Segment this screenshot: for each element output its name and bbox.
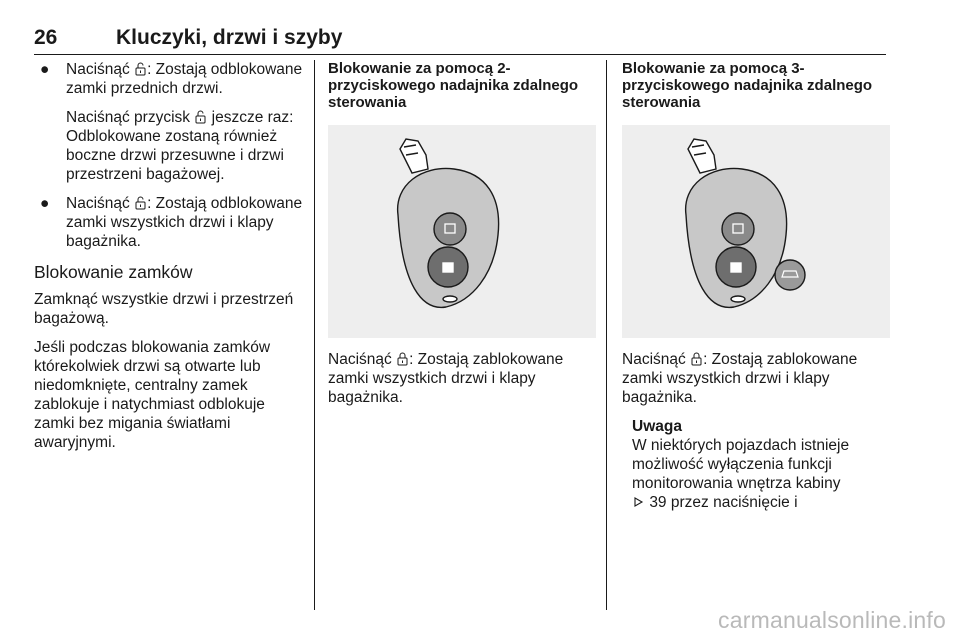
unlock-icon xyxy=(195,110,206,124)
paragraph-text: Naciśnąć xyxy=(622,351,686,368)
lock-icon xyxy=(397,352,408,366)
paragraph-text: Naciśnąć xyxy=(328,351,392,368)
subsection-heading: Blokowanie za pomocą 3-przyciskowego nadajnika zdalnego sterowania xyxy=(622,60,873,111)
unlock-icon xyxy=(135,62,146,76)
column-3 xyxy=(622,60,890,512)
note-title: Uwaga xyxy=(632,418,682,435)
list-item xyxy=(34,194,306,251)
bullet-text: Naciśnąć przycisk xyxy=(66,109,191,126)
note-text xyxy=(632,436,890,512)
bullet-text: : Zostają odblokowane zamki przednich drzwi. xyxy=(66,61,303,97)
bullet-text: jeszcze raz: Odblokowane zostaną również boczne drzwi przesuwne i drzwi przestrzeni bagażowej. xyxy=(66,109,294,183)
note-box xyxy=(622,417,890,512)
paragraph-text: : Zostają zablokowane zamki wszystkich drzwi i klapy bagażnika. xyxy=(622,351,858,406)
lock-icon xyxy=(691,352,702,366)
note-text-body: W niektórych pojazdach istnieje możliwość wyłączenia funkcji monitorowania wnętrza kabiny xyxy=(632,437,850,492)
remote-3-button-illustration xyxy=(622,125,890,338)
list-item xyxy=(34,60,306,98)
paragraph-text: : Zostają zablokowane zamki wszystkich drzwi i klapy bagażnika. xyxy=(328,351,564,406)
list-item-continuation xyxy=(34,108,306,184)
section-heading: Blokowanie zamków xyxy=(34,262,193,282)
page-number: 26 xyxy=(34,26,58,49)
bullet-dot: ● xyxy=(40,195,50,212)
column-divider xyxy=(314,60,315,610)
paragraph: Jeśli podczas blokowania zamków którekolwiek drzwi są otwarte lub niedomknięte, centralny zamek zablokuje i natychmiast odblokuje zamki bez migania światłami awaryjnymi. xyxy=(34,339,271,451)
paragraph: Zamknąć wszystkie drzwi i przestrzeń bagażową. xyxy=(34,291,294,327)
page-reference-link[interactable]: 39 xyxy=(649,494,667,511)
page-title: Kluczyki, drzwi i szyby xyxy=(116,26,343,49)
subsection-heading: Blokowanie za pomocą 2-przyciskowego nadajnika zdalnego sterowania xyxy=(328,60,579,111)
watermark: carmanualsonline.info xyxy=(718,607,946,633)
note-text-body: przez naciśnięcie i xyxy=(666,494,798,511)
bullet-text: Naciśnąć xyxy=(66,61,130,78)
bullet-text: : Zostają odblokowane zamki wszystkich drzwi i klapy bagażnika. xyxy=(66,195,303,250)
column-1 xyxy=(34,60,306,462)
column-divider xyxy=(606,60,607,610)
paragraph xyxy=(622,350,890,407)
remote-2-button-illustration xyxy=(328,125,596,338)
bullet-dot: ● xyxy=(40,61,50,78)
arrow-right-icon xyxy=(633,495,644,509)
paragraph xyxy=(328,350,596,407)
page-header xyxy=(34,26,886,55)
bullet-text: Naciśnąć xyxy=(66,195,130,212)
column-2 xyxy=(328,60,596,417)
unlock-icon xyxy=(135,196,146,210)
